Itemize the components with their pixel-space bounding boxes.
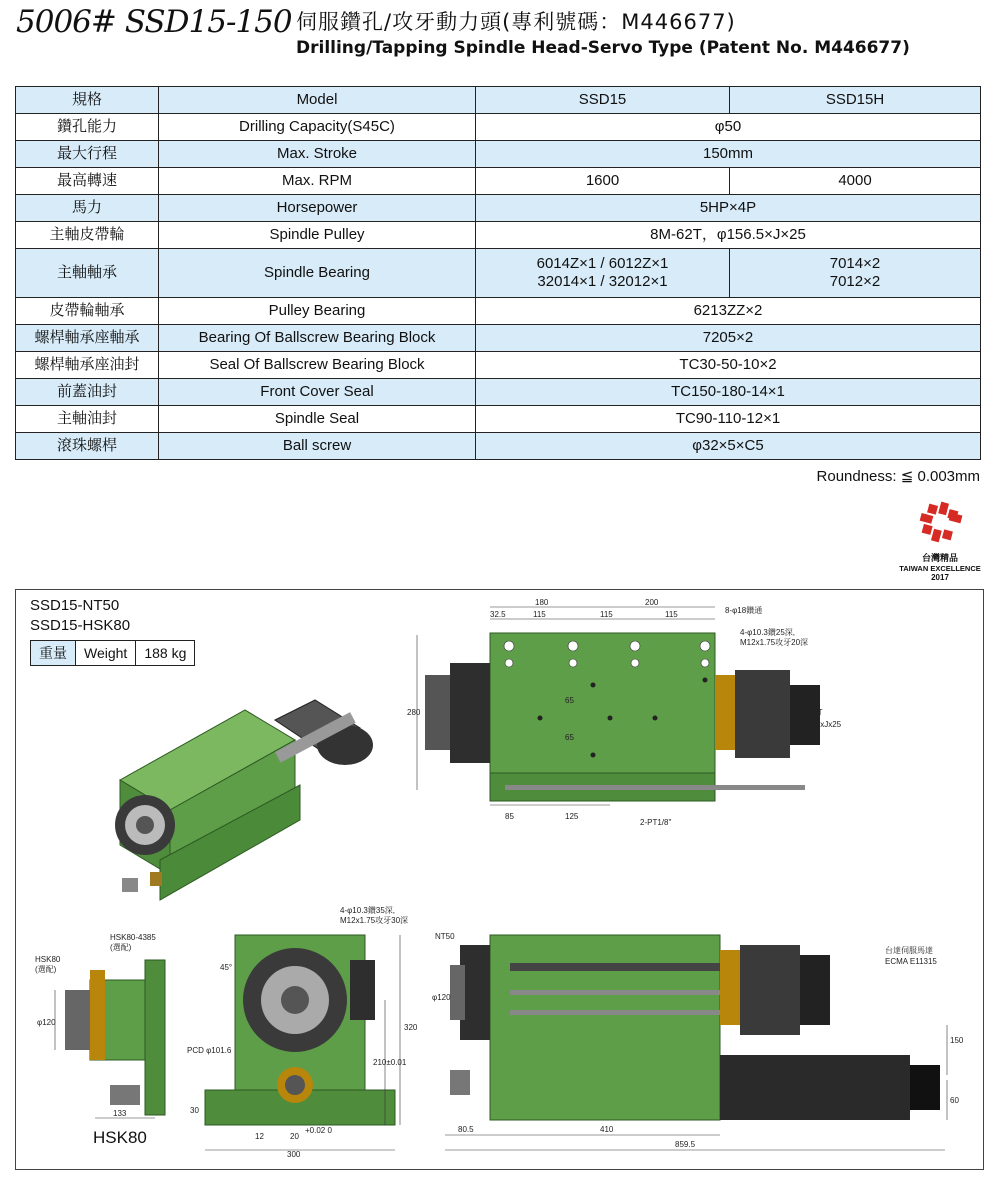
row-value: 6213ZZ×2 — [476, 298, 981, 325]
row-label-en: Drilling Capacity(S45C) — [159, 114, 476, 141]
row-label-zh: 滾珠螺桿 — [16, 433, 159, 460]
table-row — [16, 222, 981, 249]
row-label-en: Spindle Bearing — [159, 249, 476, 298]
table-row — [16, 433, 981, 460]
dim-125: 125 — [565, 812, 579, 821]
value-line: 7012×2 — [829, 273, 881, 290]
angle-45: 45° — [220, 963, 233, 972]
row-label-en: Bearing Of Ballscrew Bearing Block — [159, 325, 476, 352]
front-note-2: M12x1.75攻牙30深 — [340, 916, 409, 925]
row-label-en: Seal Of Ballscrew Bearing Block — [159, 352, 476, 379]
award-label-zh: 台灣精品 — [921, 553, 958, 563]
col-header-ssd15h: SSD15H — [730, 87, 981, 114]
dim-133: 133 — [113, 1109, 127, 1118]
variant-label-nt50: SSD15-NT50 — [30, 597, 120, 614]
row-value: 7205×2 — [476, 325, 981, 352]
dim-80-5: 80.5 — [458, 1125, 474, 1134]
row-label-en: Spindle Pulley — [159, 222, 476, 249]
weight-label-zh: 重量 — [31, 641, 76, 666]
model-code: 5006# SSD15-150 — [16, 4, 292, 40]
row-label-zh: 螺桿軸承座軸承 — [16, 325, 159, 352]
table-row — [16, 168, 981, 195]
dim-115: 115 — [600, 610, 613, 619]
page-title-en: Drilling/Tapping Spindle Head-Servo Type (Patent No. M446677) — [296, 38, 910, 58]
nt50-label: NT50 — [435, 932, 455, 941]
dim-32-5: 32.5 — [490, 610, 506, 619]
row-label-en: Max. Stroke — [159, 141, 476, 168]
side-view-drawing — [430, 925, 965, 1160]
pt-note: 2-PT1/8" — [640, 818, 672, 827]
table-row — [16, 195, 981, 222]
row-label-en: Spindle Seal — [159, 406, 476, 433]
award-label-en: TAIWAN EXCELLENCE — [899, 564, 981, 573]
dim-320: 320 — [404, 1023, 418, 1032]
hsk80-side-view-drawing — [35, 930, 195, 1125]
row-value: TC90-110-12×1 — [476, 406, 981, 433]
dim-85: 85 — [505, 812, 514, 821]
table-row — [16, 298, 981, 325]
award-logo-icon — [918, 500, 962, 544]
row-value: TC150-180-14×1 — [476, 379, 981, 406]
front-note-1: 4-φ10.3鑽35深, — [340, 906, 395, 915]
dim-dia-120: φ120 — [37, 1018, 56, 1027]
weight-table — [30, 640, 195, 666]
row-label-zh: 皮帶輪軸承 — [16, 298, 159, 325]
row-label-zh: 主軸油封 — [16, 406, 159, 433]
table-row — [16, 325, 981, 352]
table-row — [16, 249, 981, 298]
tap-note-2: M12x1.75攻牙20深 — [740, 638, 809, 647]
dim-115: 115 — [533, 610, 546, 619]
row-value-ssd15: 1600 — [476, 168, 730, 195]
row-label-zh: 主軸軸承 — [16, 249, 159, 298]
weight-value: 188 kg — [136, 641, 195, 666]
dim-115: 115 — [665, 610, 678, 619]
dim-210: 210±0.01 — [373, 1058, 407, 1067]
hsk-label-1: HSK80 — [35, 955, 61, 964]
hsk-label-2: (選配) — [35, 965, 57, 974]
table-row — [16, 141, 981, 168]
value-line: 6014Z×1 / 6012Z×1 — [536, 255, 669, 272]
col-header-spec: 規格 — [16, 87, 159, 114]
dim-tolerance: +0.02 0 — [305, 1126, 332, 1135]
tap-note-1: 4-φ10.3鑽25深, — [740, 628, 795, 637]
dim-dia-120: φ120 — [432, 993, 451, 1002]
dim-65: 65 — [565, 733, 574, 742]
row-value: 150mm — [476, 141, 981, 168]
front-view-drawing — [185, 905, 425, 1160]
dim-20: 20 — [290, 1132, 299, 1141]
table-row — [31, 641, 195, 666]
dim-60: 60 — [950, 1096, 959, 1105]
value-line: 32014×1 / 32012×1 — [537, 273, 668, 290]
dim-150: 150 — [950, 1036, 964, 1045]
row-label-en: Front Cover Seal — [159, 379, 476, 406]
col-header-model: Model — [159, 87, 476, 114]
row-value-ssd15h: 4000 — [730, 168, 981, 195]
row-label-en: Ball screw — [159, 433, 476, 460]
isometric-machine-illustration — [100, 700, 390, 925]
table-row — [16, 379, 981, 406]
dim-859-5: 859.5 — [675, 1140, 696, 1149]
pcd-note: PCD φ101.6 — [187, 1046, 232, 1055]
row-value: TC30-50-10×2 — [476, 352, 981, 379]
dim-30: 30 — [190, 1106, 199, 1115]
row-label-zh: 主軸皮帶輪 — [16, 222, 159, 249]
row-value: 5HP×4P — [476, 195, 981, 222]
page-title-zh: 伺服鑽孔/攻牙動力頭(專利號碼：M446677) — [296, 10, 736, 34]
table-row — [16, 406, 981, 433]
spec-table — [15, 86, 981, 460]
row-label-en: Pulley Bearing — [159, 298, 476, 325]
row-value: 8M-62T，φ156.5×J×25 — [476, 222, 981, 249]
roundness-note: Roundness: ≦ 0.003mm — [816, 468, 980, 485]
weight-label-en: Weight — [76, 641, 136, 666]
hsk-note-2: (選配) — [110, 943, 132, 952]
row-value-ssd15h — [730, 249, 981, 298]
dim-200: 200 — [645, 598, 659, 607]
row-label-zh: 馬力 — [16, 195, 159, 222]
row-value: φ50 — [476, 114, 981, 141]
dim-410: 410 — [600, 1125, 614, 1134]
table-row — [16, 114, 981, 141]
dim-65: 65 — [565, 696, 574, 705]
row-label-en: Max. RPM — [159, 168, 476, 195]
value-line: 7014×2 — [829, 255, 881, 272]
table-row — [16, 352, 981, 379]
row-label-en: Horsepower — [159, 195, 476, 222]
award-year: 2017 — [931, 573, 949, 582]
motor-note-1: 台達伺服馬達 — [885, 946, 933, 955]
row-label-zh: 最大行程 — [16, 141, 159, 168]
row-label-zh: 前蓋油封 — [16, 379, 159, 406]
row-label-zh: 鑽孔能力 — [16, 114, 159, 141]
holes-note: 8-φ18鑽通 — [725, 606, 763, 615]
row-label-zh: 螺桿軸承座油封 — [16, 352, 159, 379]
row-label-zh: 最高轉速 — [16, 168, 159, 195]
variant-label-hsk80: SSD15-HSK80 — [30, 617, 131, 634]
pulley-note-2: φ156.5xJx25 — [795, 720, 842, 729]
hsk-note-1: HSK80-4385 — [110, 933, 156, 942]
motor-note-2: ECMA E11315 — [885, 957, 937, 966]
row-value: φ32×5×C5 — [476, 433, 981, 460]
hsk80-caption: HSK80 — [93, 1128, 147, 1147]
row-value-ssd15 — [476, 249, 730, 298]
dim-300: 300 — [287, 1150, 301, 1159]
dim-12: 12 — [255, 1132, 264, 1141]
spec-table-header — [16, 87, 981, 114]
col-header-ssd15: SSD15 — [476, 87, 730, 114]
taiwan-excellence-award — [895, 500, 985, 582]
pulley-note-1: 8M-62T — [795, 708, 823, 717]
dim-180: 180 — [535, 598, 549, 607]
dim-280: 280 — [407, 708, 421, 717]
top-view-drawing — [405, 595, 842, 830]
